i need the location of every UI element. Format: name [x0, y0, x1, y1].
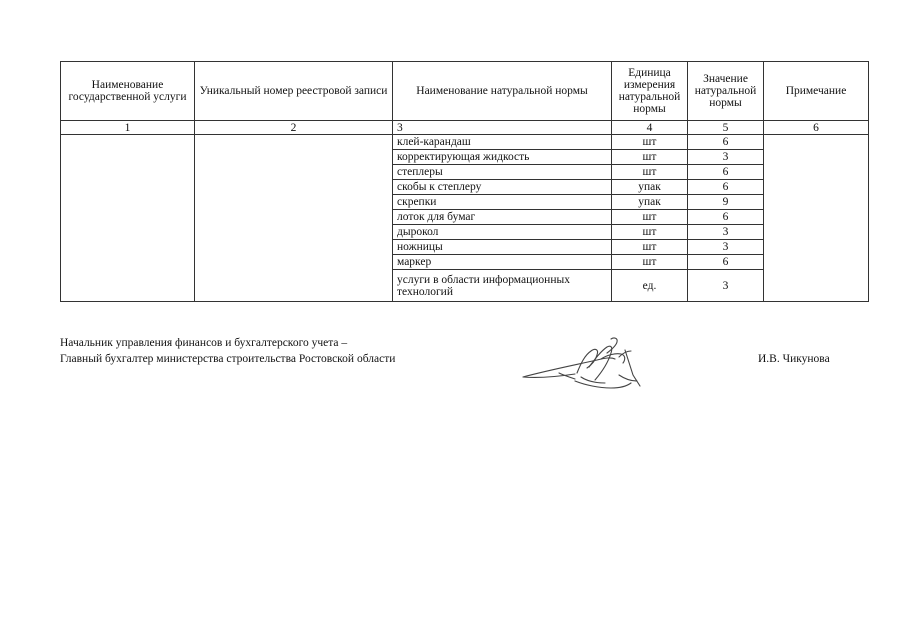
norm-name-cell: скобы к степлеру [393, 180, 612, 195]
unit-cell: шт [612, 240, 688, 255]
value-cell: 6 [688, 210, 764, 225]
value-cell: 6 [688, 165, 764, 180]
header-service-name: Наименование государственной услуги [61, 62, 195, 121]
unit-cell: шт [612, 225, 688, 240]
unit-cell: шт [612, 135, 688, 150]
norm-name-cell: лоток для бумаг [393, 210, 612, 225]
norm-name-cell: скрепки [393, 195, 612, 210]
column-number: 3 [393, 121, 612, 135]
norm-name-cell: степлеры [393, 165, 612, 180]
column-number: 2 [195, 121, 393, 135]
column-number: 1 [61, 121, 195, 135]
value-cell: 3 [688, 270, 764, 302]
norm-name-cell: дырокол [393, 225, 612, 240]
unit-cell: упак [612, 180, 688, 195]
registry-number-cell [195, 135, 393, 302]
header-value: Значение натуральной нормы [688, 62, 764, 121]
unit-cell: упак [612, 195, 688, 210]
header-norm-name: Наименование натуральной нормы [393, 62, 612, 121]
table-header-row [61, 62, 869, 121]
value-cell: 3 [688, 150, 764, 165]
norms-table [60, 61, 869, 302]
value-cell: 6 [688, 255, 764, 270]
table-row [61, 135, 869, 150]
value-cell: 3 [688, 240, 764, 255]
signer-name: И.В. Чикунова [758, 353, 830, 365]
norm-name-cell: корректирующая жидкость [393, 150, 612, 165]
service-name-cell [61, 135, 195, 302]
handwritten-signature [515, 333, 650, 398]
unit-cell: шт [612, 165, 688, 180]
note-cell [764, 135, 869, 302]
value-cell: 6 [688, 180, 764, 195]
value-cell: 3 [688, 225, 764, 240]
unit-cell: ед. [612, 270, 688, 302]
column-numbers-row [61, 121, 869, 135]
header-registry-number: Уникальный номер реестровой записи [195, 62, 393, 121]
signatory-title-line-2: Главный бухгалтер министерства строительства Ростовской области [60, 353, 396, 365]
header-unit: Единица измерения натуральной нормы [612, 62, 688, 121]
value-cell: 6 [688, 135, 764, 150]
value-cell: 9 [688, 195, 764, 210]
unit-cell: шт [612, 210, 688, 225]
norm-name-cell: клей-карандаш [393, 135, 612, 150]
column-number: 5 [688, 121, 764, 135]
signatory-title-line-1: Начальник управления финансов и бухгалтерского учета – [60, 337, 348, 349]
unit-cell: шт [612, 150, 688, 165]
norm-name-cell: услуги в области информационных технологий [393, 270, 612, 302]
column-number: 6 [764, 121, 869, 135]
header-note: Примечание [764, 62, 869, 121]
signatory-title [60, 335, 395, 367]
unit-cell: шт [612, 255, 688, 270]
column-number: 4 [612, 121, 688, 135]
norm-name-cell: ножницы [393, 240, 612, 255]
norm-name-cell: маркер [393, 255, 612, 270]
